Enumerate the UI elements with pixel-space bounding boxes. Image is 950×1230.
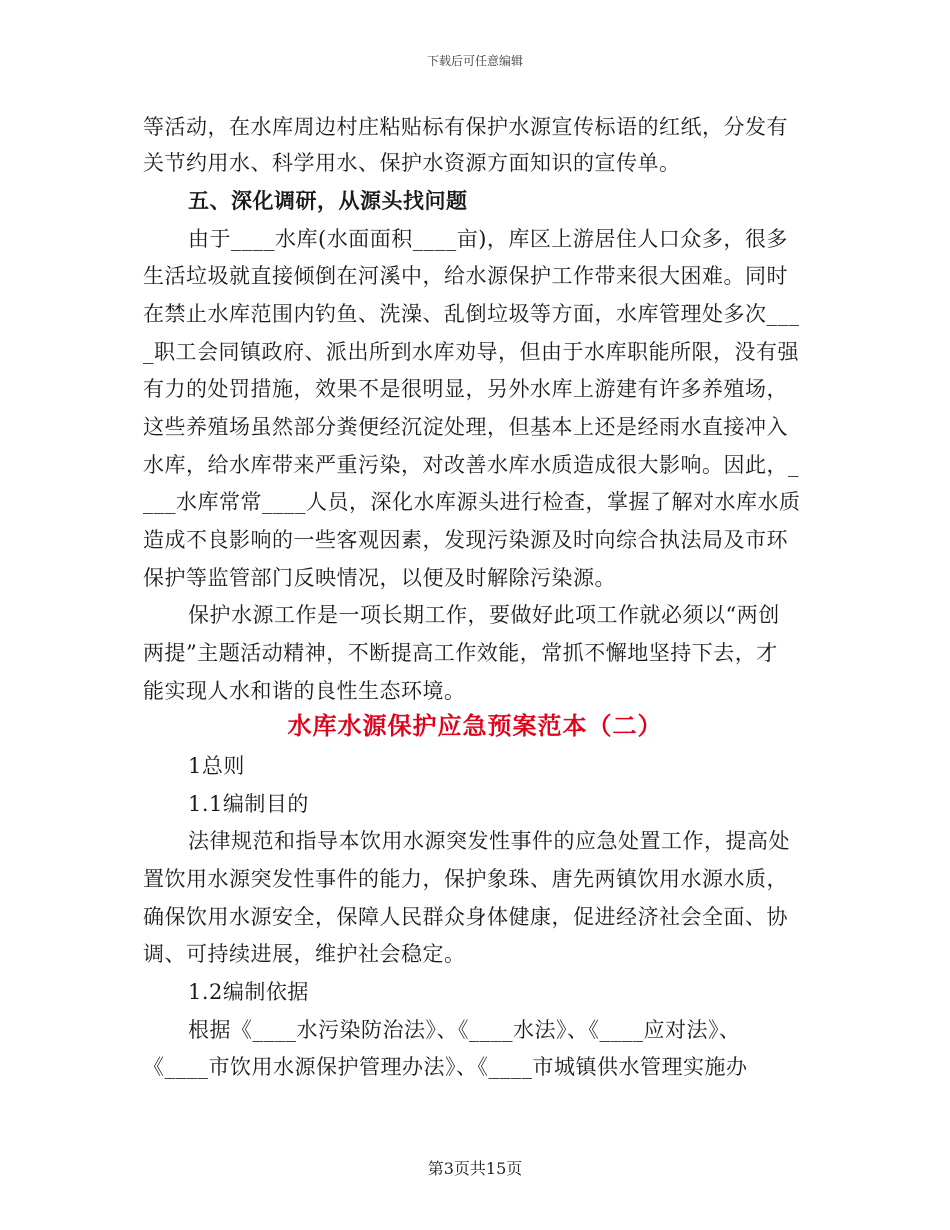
paragraph-line: 由于____水库(水面面积____亩)，库区上游居住人口众多，很多 [188,227,788,251]
paragraph-line: 等活动，在水库周边村庄粘贴标有保护水源宣传标语的红纸，分发有 [143,115,788,139]
paragraph-line: 在禁止水库范围内钓鱼、洗澡、乱倒垃圾等方面，水库管理处多次___ [143,302,800,326]
document-title: 水库水源保护应急预案范本（二） [287,711,663,740]
paragraph-line: 保护水源工作是一项长期工作，要做好此项工作就必须以“两创 [188,603,780,627]
paragraph-line: 根据《____水污染防治法》、《____水法》、《____应对法》、 [188,1018,741,1042]
paragraph-line: 关节约用水、科学用水、保护水资源方面知识的宣传单。 [143,151,681,175]
paragraph-line: 法律规范和指导本饮用水源突发性事件的应急处置工作，提高处 [188,829,790,853]
paragraph-line: 两提”主题活动精神，不断提高工作效能，常抓不懈地坚持下去，才 [143,641,778,665]
paragraph-line: 有力的处罚措施，效果不是很明显，另外水库上游建有许多养殖场， [143,377,788,401]
paragraph-line: 确保饮用水源安全，保障人民群众身体健康，促进经济社会全面、协 [143,905,788,929]
paragraph-line: 这些养殖场虽然部分粪便经沉淀处理，但基本上还是经雨水直接冲入 [143,415,788,439]
paragraph-line: 生活垃圾就直接倾倒在河溪中，给水源保护工作带来很大困难。同时 [143,264,788,288]
paragraph-line: 能实现人水和谐的良性生态环境。 [143,679,466,703]
page-footer: 第3页共15页 [427,1159,523,1178]
section-heading-5: 五、深化调研，从源头找问题 [188,188,468,213]
paragraph-line: _职工会同镇政府、派出所到水库劝导，但由于水库职能所限，没有强 [143,340,799,364]
paragraph-line: 《____市饮用水源保护管理办法》、《____市城镇供水管理实施办 [143,1055,748,1079]
section-heading-1-2: 1.2编制依据 [188,980,309,1004]
page-header: 下载后可任意编辑 [426,54,523,68]
section-heading-1: 1总则 [188,754,245,778]
paragraph-line: 置饮用水源突发性事件的能力，保护象珠、唐先两镇饮用水源水质， [143,867,788,891]
paragraph-line: 调、可持续进展，维护社会稳定。 [143,942,466,966]
paragraph-line: 保护等监管部门反映情况，以便及时解除污染源。 [143,566,616,590]
section-heading-1-1: 1.1编制目的 [188,792,309,816]
paragraph-line: 造成不良影响的一些客观因素，发现污染源及时向综合执法局及市环 [143,528,788,552]
paragraph-line: 水库，给水库带来严重污染，对改善水库水质造成很大影响。因此，_ [143,453,799,477]
paragraph-line: ___水库常常____人员，深化水库源头进行检查，掌握了解对水库水质 [143,490,801,514]
